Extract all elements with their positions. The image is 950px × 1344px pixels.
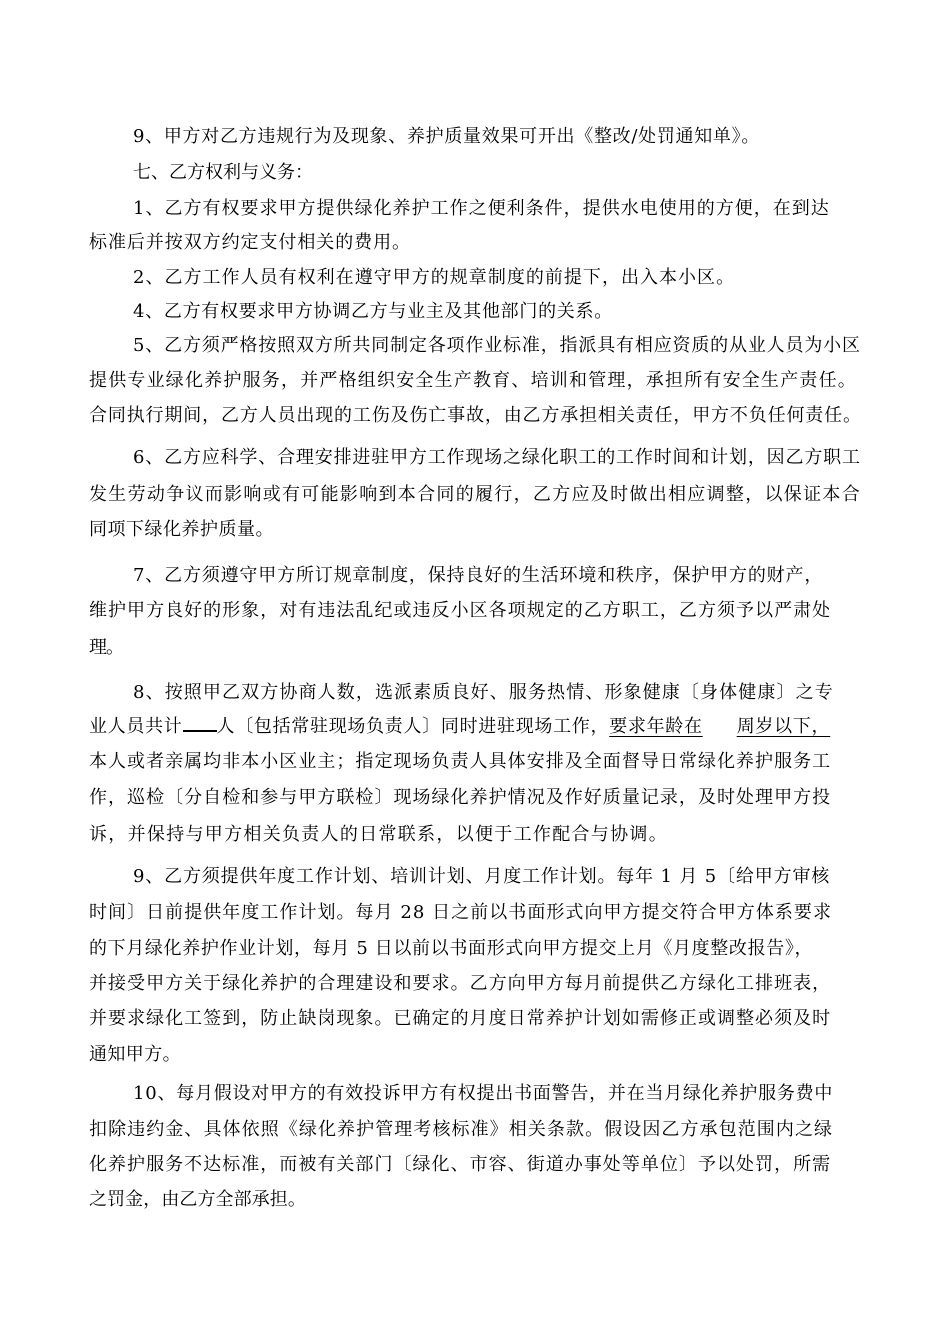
text-segment: 人〔包括常驻现场负责人〕同时进驻现场工作， bbox=[216, 716, 610, 737]
text-line: 通知甲方。 bbox=[89, 1044, 181, 1065]
text-line: 9、甲方对乙方违规行为及现象、养护质量效果可开出《整改/处罚通知单》。 bbox=[133, 126, 761, 147]
text-line: 诉，并保持与甲方相关负责人的日常联系，以便于工作配合与协调。 bbox=[89, 824, 668, 845]
text-line: 提供专业绿化养护服务，并严格组织安全生产教育、培训和管理，承担所有安全生产责任。 bbox=[89, 370, 857, 391]
text-line: 的下月绿化养护作业计划，每月 5 日以前以书面形式向甲方提交上月《月度整改报告》， bbox=[89, 938, 814, 959]
text-line: 化养护服务不达标准，而被有关部门〔绿化、市容、街道办事处等单位〕予以处罚，所需 bbox=[89, 1154, 832, 1175]
text-line: 扣除违约金、具体依照《绿化养护管理考核标准》相关条款。假设因乙方承包范围内之绿 bbox=[89, 1119, 834, 1140]
text-line: 发生劳动争议而影响或有可能影响到本合同的履行，乙方应及时做出相应调整，以保证本合 bbox=[89, 484, 861, 505]
text-line: 1、乙方有权要求甲方提供绿化养护工作之便利条件，提供水电使用的方便，在到达 bbox=[133, 198, 830, 219]
text-line: 10、每月假设对甲方的有效投诉甲方有权提出书面警告，并在当月绿化养护服务费中 bbox=[133, 1083, 834, 1104]
headcount-blank bbox=[183, 716, 217, 732]
text-line: 并要求绿化工签到，防止缺岗现象。已确定的月度日常养护计划如需修正或调整必须及时 bbox=[89, 1008, 832, 1029]
text-line: 维护甲方良好的形象，对有违法乱纪或违反小区各项规定的乙方职工，乙方须予以严肃处 bbox=[89, 600, 832, 621]
text-line: 6、乙方应科学、合理安排进驻甲方工作现场之绿化职工的工作时间和计划，因乙方职工 bbox=[133, 447, 861, 468]
text-line: 9、乙方须提供年度工作计划、培训计划、月度工作计划。每年 1 月 5〔给甲方审核 bbox=[133, 866, 831, 887]
text-line: 2、乙方工作人员有权利在遵守甲方的规章制度的前提下，出入本小区。 bbox=[133, 267, 736, 288]
text-line: 4、乙方有权要求甲方协调乙方与业主及其他部门的关系。 bbox=[133, 301, 613, 322]
text-line: 7、乙方须遵守甲方所订规章制度，保持良好的生活环境和秩序，保护甲方的财产， bbox=[133, 565, 824, 586]
text-line: 5、乙方须严格按照双方所共同制定各项作业标准，指派具有相应资质的从业人员为小区 bbox=[133, 335, 861, 356]
underlined-text: 要求年龄在 周岁以下， bbox=[609, 716, 831, 737]
section-heading: 七、乙方权利与义务： bbox=[133, 162, 313, 183]
text-line: 作，巡检〔分自检和参与甲方联检〕现场绿化养护情况及作好质量记录，及时处理甲方投 bbox=[89, 787, 832, 808]
text-line-with-blanks bbox=[89, 716, 830, 737]
text-segment: 业人员共计 bbox=[89, 716, 183, 737]
text-line: 时间〕日前提供年度工作计划。每月 28 日之前以书面形式向甲方提交符合甲方体系要求 bbox=[89, 902, 832, 923]
text-line: 标准后并按双方约定支付相关的费用。 bbox=[89, 232, 411, 253]
text-line: 本人或者亲属均非本小区业主；指定现场负责人具体安排及全面督导日常绿化养护服务工 bbox=[89, 751, 832, 772]
text-line: 理。 bbox=[89, 637, 123, 658]
text-line: 同项下绿化养护质量。 bbox=[89, 519, 274, 540]
text-line: 8、按照甲乙双方协商人数，选派素质良好、服务热情、形象健康〔身体健康〕之专 bbox=[133, 682, 834, 703]
text-line: 并接受甲方关于绿化养护的合理建设和要求。乙方向甲方每月前提供乙方绿化工排班表， bbox=[89, 973, 832, 994]
text-line: 之罚金，由乙方全部承担。 bbox=[89, 1189, 306, 1210]
text-line: 合同执行期间，乙方人员出现的工伤及伤亡事故，由乙方承担相关责任，甲方不负任何责任。 bbox=[89, 405, 862, 426]
